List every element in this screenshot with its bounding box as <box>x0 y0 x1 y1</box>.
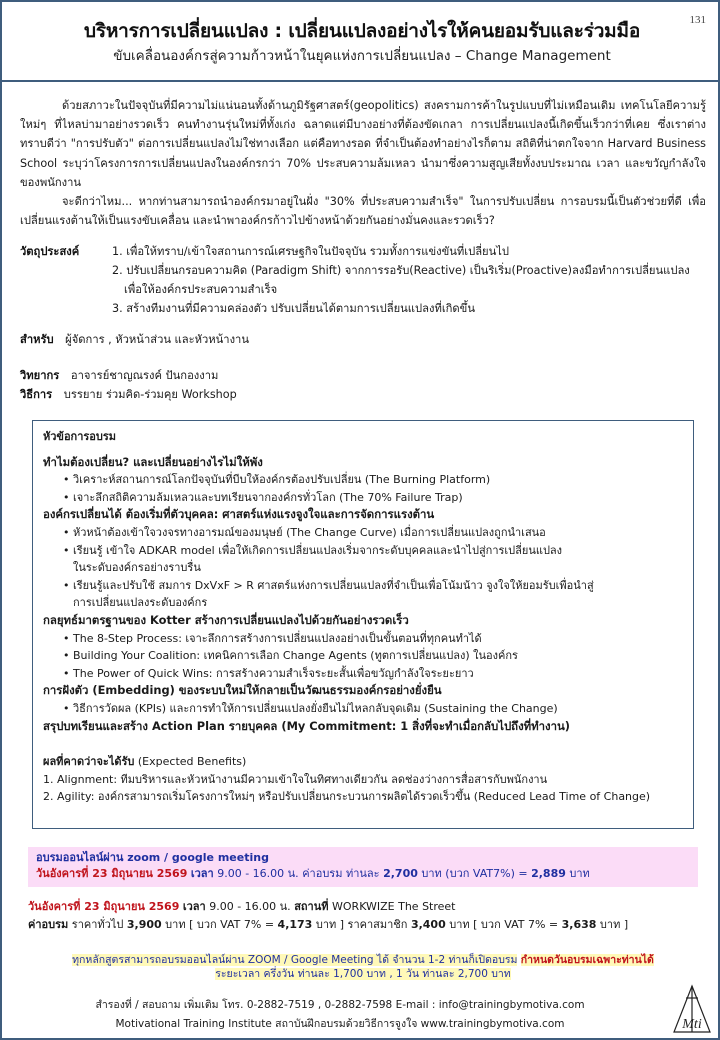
bullet-icon: • <box>63 578 70 592</box>
audience-label: สำหรับ <box>20 333 54 346</box>
general-price: 3,900 <box>126 918 162 931</box>
topic-bullet: • เรียนรู้ เข้าใจ ADKAR model เพื่อให้เกิดการเปลี่ยนแปลงเริ่มจากระดับบุคคลและนำไปสู่การเปลี่ยนแปลง <box>43 542 683 560</box>
topic-heading: สรุปบทเรียนและสร้าง Action Plan รายบุคคล (My Commitment: 1 สิ่งที่จะทำเมื่อกลับไปถึงที่ทำงาน) <box>43 718 570 733</box>
topic-bullet: • The Power of Quick Wins: การสร้างความสำเร็จระยะสั้นเพื่อขวัญกำลังใจระยะยาว <box>43 665 683 683</box>
topic-bullet: • The 8-Step Process: เจาะลึกการสร้างการเปลี่ยนแปลงอย่างเป็นขั้นตอนที่ทุกคนทำได้ <box>43 630 683 648</box>
audience-value: ผู้จัดการ , หัวหน้าส่วน และหัวหน้างาน <box>65 333 249 346</box>
benefit-item: 1. Alignment: ทีมบริหารและหัวหน้างานมีความเข้าใจในทิศทางเดียวกัน ลดช่องว่างการสื่อสารกับพนักงาน <box>43 772 548 786</box>
promo-note: ทุกหลักสูตรสามารถอบรมออนไลน์ผ่าน ZOOM / Google Meeting ได้ จำนวน 1-2 ท่านก็เปิดอบรม กำหนดวันอบรมเฉพาะท่านได้ ระยะเวลา ครึ่งวัน ท่านละ 1,700 บาท , 1 วัน ท่านละ 2,700 บาท <box>72 954 654 980</box>
bullet-icon: • <box>63 701 70 715</box>
onsite-venue: WORKWIZE The Street <box>332 900 456 913</box>
topic-bullet: • เจาะลึกสถิติความล้มเหลวและบทเรียนจากองค์กรทั่วโลก (The 70% Failure Trap) <box>43 489 683 507</box>
online-training-box <box>28 847 698 887</box>
objective-item: 3. สร้างทีมงานที่มีความคล่องตัว ปรับเปลี่ยนได้ตามการเปลี่ยนแปลงที่เกิดขึ้น <box>112 302 475 315</box>
intro-paragraph-1: ด้วยสภาวะในปัจจุบันที่มีความไม่แน่นอนทั้งด้านภูมิรัฐศาสตร์(geopolitics) สงครามการค้าในรูปแบบที่ไม่เหมือนเดิม เทคโนโลยีความรู้ใหม่ๆ ที่ไหลบ่ามาอย่างรวดเร็ว คนทำงานรุ่นใหม่ที่ทั้งเก่ง ฉลาดแต่มีบางอย่างที่ต้องขัดเกลา การเปลี่ยนแปลงนี้เกิดขึ้นเร็วกว่าที่เคย ซึ่งเราต่างทราบดีว่า "การปรับตัว" ต่อการเปลี่ยนแปลงไม่ใช่ทางเลือก แต่คือทางรอด ที่จำเป็นต้องทำอย่างไรก็ตาม สถิติที่น่าตกใจจาก Harvard Business School ระบุว่าโครงการการเปลี่ยนแปลงในองค์กรกว่า 70% ประสบความล้มเหลว นำมาซึ่งความสูญเสียทั้งงบประมาณ เวลา และขวัญกำลังใจของพนักงาน <box>20 99 706 189</box>
method-value: บรรยาย ร่วมคิด-ร่วมคุย Workshop <box>63 388 237 401</box>
topic-bullet-continuation: การเปลี่ยนแปลงระดับองค์กร <box>73 596 208 610</box>
general-vat-price: 4,173 <box>277 918 313 931</box>
bullet-icon: • <box>63 473 70 487</box>
footer <box>20 996 660 1034</box>
onsite-date: วันอังคารที่ 23 มิถุนายน 2569 <box>28 900 180 913</box>
trainer-value: อาจารย์ชาญณรงค์ ปันกองงาม <box>70 369 219 382</box>
objective-item: 2. ปรับเปลี่ยนกรอบความคิด (Paradigm Shift) จากการรอรับ(Reactive) เป็นริเริ่ม(Proactive)ลงมือทำการเปลี่ยนแปลงเพื่อให้องค์กรประสบความสำเร็จ <box>112 264 690 296</box>
method-label: วิธีการ <box>20 388 53 401</box>
topic-bullet: • วิธีการวัดผล (KPIs) และการทำให้การเปลี่ยนแปลงยั่งยืนไม่ไหลกลับจุดเดิม (Sustaining the Change) <box>43 700 683 718</box>
bullet-icon: • <box>63 490 70 504</box>
topics-box <box>32 420 694 829</box>
intro <box>20 96 706 230</box>
topic-bullet-continuation: ในระดับองค์กรอย่างราบรื่น <box>73 561 201 575</box>
online-title: อบรมออนไลน์ผ่าน zoom / google meeting <box>36 851 269 864</box>
benefits-label-en: (Expected Benefits) <box>137 755 247 769</box>
onsite-training: วันอังคารที่ 23 มิถุนายน 2569 เวลา 9.00 - 16.00 น. สถานที่ WORKWIZE The Street ค่าอบรม ราคาทั่วไป 3,900 บาท [ บวก VAT 7% = 4,173 บาท ] ราคาสมาชิก 3,400 บาท [ บวก VAT 7% = 3,638 บาท ] <box>28 900 629 931</box>
bullet-icon: • <box>63 666 70 680</box>
benefit-item: 2. Agility: องค์กรสามารถเริ่มโครงการใหม่ๆ หรือปรับเปลี่ยนกระบวนการผลิตได้รวดเร็วขึ้น (Reduced Lead Time of Change) <box>43 790 651 804</box>
method-row <box>20 385 237 403</box>
footer-contact: สำรองที่ / สอบถาม เพิ่มเติม โทร. 0-2882-7519 , 0-2882-7598 E-mail : info@trainingbymotiva.com <box>95 999 585 1011</box>
intro-paragraph-2: จะดีกว่าไหม... หากท่านสามารถนำองค์กรมาอยู่ในฝั่ง "30% ที่ประสบความสำเร็จ" ในการปรับเปลี่ยน การอบรมนี้เป็นตัวช่วยที่ดี เพื่อเปลี่ยนแรงต้านให้เป็นแรงขับเคลื่อน และนำพาองค์กรก้าวไปข้างหน้าด้วยกันอย่างมั่นคงและรวดเร็ว? <box>20 195 706 228</box>
topic-bullet: • วิเคราะห์สถานการณ์โลกปัจจุบันที่บีบให้องค์กรต้องปรับเปลี่ยน (The Burning Platform) <box>43 471 683 489</box>
onsite-time: 9.00 - 16.00 น. <box>209 900 291 913</box>
objectives-list <box>112 242 706 318</box>
online-fee: 2,700 <box>383 867 418 880</box>
objective-item: 1. เพื่อให้ทราบ/เข้าใจสถานการณ์เศรษฐกิจในปัจจุบัน รวมทั้งการแข่งขันที่เปลี่ยนไป <box>112 245 509 258</box>
topics-title: หัวข้อการอบรม <box>43 430 117 443</box>
topic-bullet: • Building Your Coalition: เทคนิคการเลือก Change Agents (ทูตการเปลี่ยนแปลง) ในองค์กร <box>43 647 683 665</box>
online-details: วันอังคารที่ 23 มิถุนายน 2569 เวลา 9.00 - 16.00 น. ค่าอบรม ท่านละ 2,700 บาท (บวก VAT7%) = 2,889 บาท <box>36 867 590 880</box>
page-number: 131 <box>689 14 706 26</box>
objectives <box>20 242 706 318</box>
trainer-row <box>20 366 218 384</box>
member-vat-price: 3,638 <box>561 918 597 931</box>
topic-heading: องค์กรเปลี่ยนได้ ต้องเริ่มที่ตัวบุคคล: ศาสตร์แห่งแรงจูงใจและการจัดการแรงต้าน <box>43 507 435 522</box>
bullet-icon: • <box>63 649 70 663</box>
benefits <box>43 753 683 806</box>
topic-heading: การฝังตัว (Embedding) ของระบบใหม่ให้กลายเป็นวัฒนธรรมองค์กรอย่างยั่งยืน <box>43 683 442 698</box>
footer-institute: Motivational Training Institute สถาบันฝึกอบรมด้วยวิธีการจูงใจ www.trainingbymotiva.com <box>115 1018 565 1030</box>
svg-text:Mti: Mti <box>682 1017 702 1032</box>
online-fee-vat: 2,889 <box>531 867 566 880</box>
page-subtitle: ขับเคลื่อนองค์กรสู่ความก้าวหน้าในยุคแห่งการเปลี่ยนแปลง – Change Management <box>113 48 611 64</box>
topic-heading: กลยุทธ์มาตรฐานของ Kotter สร้างการเปลี่ยนแปลงไปด้วยกันอย่างรวดเร็ว <box>43 612 409 627</box>
audience-row <box>20 330 249 348</box>
header <box>0 0 720 82</box>
topic-bullet: • หัวหน้าต้องเข้าใจวงจรทางอารมณ์ของมนุษย์ (The Change Curve) เมื่อการเปลี่ยนแปลงถูกนำเสนอ <box>43 524 683 542</box>
topic-heading: ทำไมต้องเปลี่ยน? และเปลี่ยนอย่างไรไม่ให้พัง <box>43 454 263 469</box>
online-time: 9.00 - 16.00 น. <box>217 867 299 880</box>
objectives-label: วัตถุประสงค์ <box>20 245 80 258</box>
trainer-label: วิทยากร <box>20 369 60 382</box>
bullet-icon: • <box>63 543 70 557</box>
benefits-label: ผลที่คาดว่าจะได้รับ <box>43 755 135 769</box>
online-date: วันอังคารที่ 23 มิถุนายน 2569 <box>36 867 188 880</box>
page-title: บริหารการเปลี่ยนแปลง : เปลี่ยนแปลงอย่างไรให้คนยอมรับและร่วมมือ <box>83 20 641 42</box>
member-price: 3,400 <box>410 918 446 931</box>
bullet-icon: • <box>63 631 70 645</box>
bullet-icon: • <box>63 525 70 539</box>
topic-bullet: • เรียนรู้และปรับใช้ สมการ DxVxF > R ศาสตร์แห่งการเปลี่ยนแปลงที่จำเป็นเพื่อโน้มน้าว จูงใจให้ยอมรับเพื่อนำสู่ <box>43 577 683 595</box>
mti-logo-icon <box>672 984 712 1034</box>
